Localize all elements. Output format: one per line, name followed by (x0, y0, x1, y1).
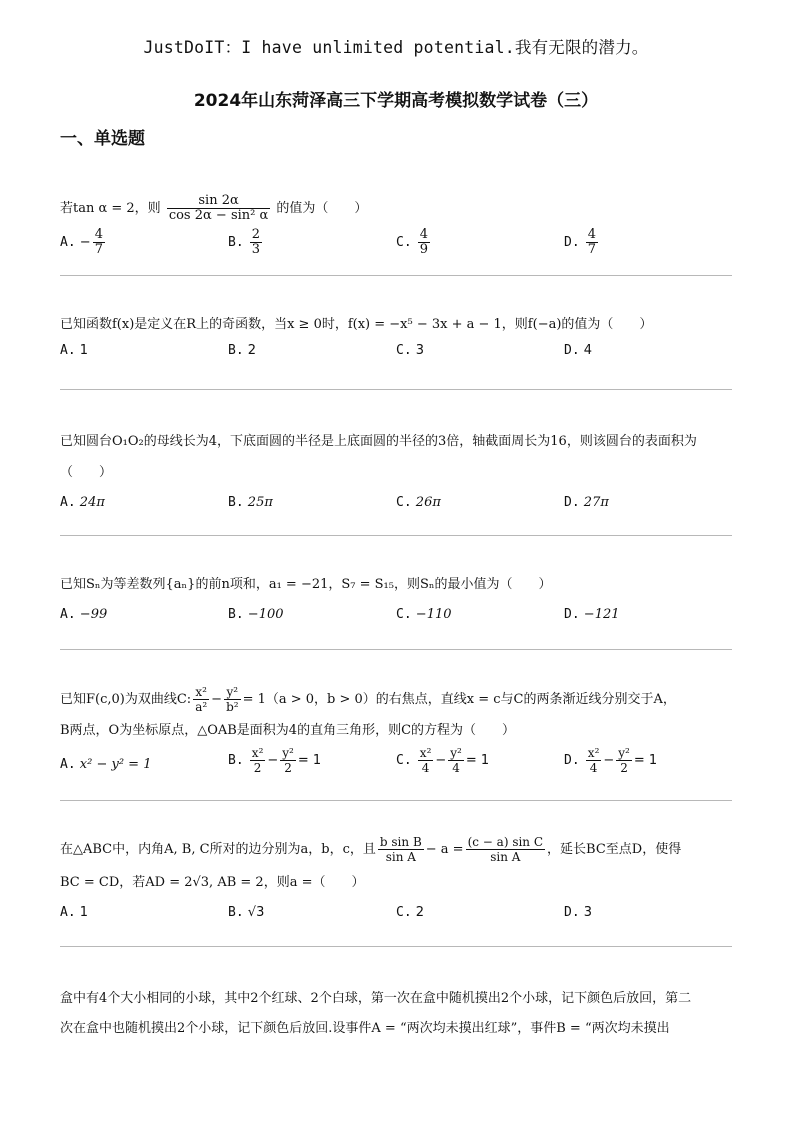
option-text: −100 (247, 607, 284, 622)
option-c[interactable] (396, 338, 424, 364)
option-d[interactable] (564, 490, 609, 516)
stem-text: − (211, 692, 223, 707)
stem-text: 已知F(c,0)为双曲线C: (60, 692, 192, 707)
option-label: B. (228, 343, 244, 358)
fraction-denominator: 7 (94, 242, 103, 257)
fraction-denominator: sin A (385, 850, 416, 864)
option-label: A. (60, 495, 76, 510)
option-b[interactable] (228, 900, 264, 926)
option-label: A. (60, 607, 76, 622)
question-4 (60, 572, 736, 630)
fraction-denominator: cos 2α − sin² α (168, 208, 269, 223)
question-6-stem (60, 832, 736, 868)
option-fraction (616, 746, 632, 775)
option-a[interactable] (60, 228, 107, 257)
option-label: C. (396, 343, 412, 358)
option-text: 4 (583, 343, 593, 358)
fraction-numerator: x² (193, 685, 209, 700)
option-label: A. (60, 757, 76, 772)
question-7 (60, 984, 736, 1044)
fraction-numerator: y² (450, 746, 462, 760)
stem-text: 的值为（ ） (276, 201, 368, 216)
fraction-numerator: x² (419, 746, 432, 760)
fraction-numerator: 4 (94, 227, 103, 242)
fraction-numerator: x² (587, 746, 600, 760)
stem-text: ，延长BC至点D，使得 (547, 842, 682, 857)
page-title: 2024年山东菏泽高三下学期高考模拟数学试卷（三） (193, 91, 599, 111)
question-3 (60, 426, 736, 518)
fraction-numerator: 2 (251, 227, 261, 242)
fraction-numerator: b sin B (379, 835, 422, 849)
option-text: 3 (415, 343, 425, 358)
option-fraction (586, 746, 602, 775)
option-label: A. (60, 905, 76, 920)
option-b[interactable] (228, 602, 284, 628)
question-6-stem-line2: BC = CD，若AD = 2√3, AB = 2，则a =（ ） (60, 875, 365, 890)
question-7-stem-line2: 次在盒中也随机摸出2个小球，记下颜色后放回.设事件A = “两次均未摸出红球”，事件B = “两次均未摸出 (60, 1021, 670, 1036)
option-text: 24π (79, 495, 105, 510)
option-label: D. (564, 905, 580, 920)
fraction-denominator: 4 (452, 761, 460, 775)
question-5 (60, 682, 736, 780)
option-b[interactable] (228, 338, 256, 364)
page-header: JustDoIT：I have unlimited potential.我有无限的潜力。 (143, 38, 649, 57)
option-text: x² − y² = 1 (79, 757, 152, 772)
question-1 (60, 190, 736, 258)
divider (60, 946, 732, 947)
option-c[interactable] (396, 228, 432, 257)
option-text: √3 (247, 905, 265, 920)
divider (60, 649, 732, 650)
question-4-stem: 已知Sₙ为等差数列{aₙ}的前n项和，a₁ = −21，S₇ = S₁₅，则Sₙ的最小值为（ ） (60, 577, 552, 592)
divider (60, 535, 732, 536)
option-label: B. (228, 753, 244, 768)
option-label: D. (564, 607, 580, 622)
section-heading: 一、单选题 (60, 129, 145, 149)
option-label: C. (396, 235, 412, 250)
fraction-denominator: 4 (589, 761, 598, 775)
option-text: 27π (583, 495, 609, 510)
option-b[interactable]: B. $\frac{\text{x²}}{2}$ − $\frac{\text{y²}}{2}$ = 1 (228, 746, 322, 775)
option-text: 3 (583, 905, 593, 920)
option-d[interactable]: D. $\frac{\text{x²}}{4}$ − $\frac{\text{y²}}{2}$ = 1 (564, 746, 658, 775)
option-fraction (448, 746, 464, 775)
fraction-numerator: 4 (419, 227, 429, 242)
option-label: D. (564, 235, 580, 250)
option-fraction (280, 746, 296, 775)
option-a[interactable] (60, 602, 107, 628)
option-a[interactable] (60, 900, 88, 926)
option-fraction (250, 746, 266, 775)
option-a[interactable] (60, 338, 88, 364)
question-6 (60, 832, 736, 928)
fraction-numerator: y² (224, 685, 241, 700)
fraction-denominator: sin A (490, 850, 521, 864)
option-text: 1 (79, 343, 89, 358)
stem-text: 在△ABC中，内角A, B, C所对的边分别为a，b，c，且 (60, 842, 376, 857)
option-a[interactable] (60, 752, 151, 778)
option-c[interactable] (396, 900, 424, 926)
question-5-stem-line2: B两点，O为坐标原点，△OAB是面积为4的直角三角形，则C的方程为（ ） (60, 723, 516, 738)
option-text: −121 (583, 607, 620, 622)
stem-text: − a = (425, 842, 464, 857)
option-text: 2 (247, 343, 257, 358)
divider (60, 389, 732, 390)
option-text: 26π (415, 495, 441, 510)
fraction-denominator: b² (226, 700, 239, 714)
option-c[interactable] (396, 490, 441, 516)
fraction (224, 685, 241, 714)
question-7-stem-line1: 盒中有4个大小相同的小球，其中2个红球、2个白球，第一次在盒中随机摸出2个小球，记下颜色后放回，第二 (60, 991, 692, 1006)
option-c[interactable] (396, 602, 452, 628)
option-label: B. (228, 235, 244, 250)
fraction (466, 835, 545, 864)
divider (60, 800, 732, 801)
option-text: 2 (415, 905, 425, 920)
fraction-numerator: (c − a) sin C (467, 835, 544, 849)
fraction-denominator: 9 (419, 242, 429, 257)
option-fraction (250, 228, 262, 257)
option-label: C. (396, 495, 412, 510)
fraction-numerator: y² (618, 746, 630, 760)
option-label: D. (564, 343, 580, 358)
fraction-denominator: 2 (620, 761, 628, 775)
option-fraction (586, 228, 598, 257)
option-label: B. (228, 607, 244, 622)
fraction-numerator: 4 (587, 227, 597, 242)
fraction-denominator: a² (195, 700, 208, 714)
option-text: 25π (247, 495, 273, 510)
option-text: −99 (79, 607, 108, 622)
option-label: D. (564, 495, 580, 510)
divider (60, 275, 732, 276)
option-d[interactable] (564, 900, 592, 926)
option-text: 1 (79, 905, 89, 920)
option-label: A. (60, 235, 76, 250)
option-label: B. (228, 905, 244, 920)
fraction (378, 835, 424, 864)
question-1-stem (60, 190, 736, 228)
option-fraction (418, 228, 430, 257)
option-label: C. (396, 753, 412, 768)
question-2 (60, 312, 736, 366)
fraction-denominator: 3 (251, 242, 261, 257)
option-d[interactable] (564, 602, 620, 628)
option-label: D. (564, 753, 580, 768)
option-b[interactable] (228, 228, 264, 257)
option-c[interactable]: C. $\frac{\text{x²}}{4}$ − $\frac{\text{y²}}{4}$ = 1 (396, 746, 490, 775)
fraction (167, 194, 270, 223)
fraction-numerator: y² (282, 746, 294, 760)
fraction (193, 685, 209, 714)
question-3-stem: 已知圆台O₁O₂的母线长为4，下底面圆的半径是上底面圆的半径的3倍，轴截面周长为16，则该圆台的表面积为（ ） (60, 434, 697, 480)
option-fraction (418, 746, 434, 775)
option-label: C. (396, 607, 412, 622)
fraction-denominator: 2 (253, 761, 262, 775)
question-5-stem (60, 682, 736, 718)
option-text: −110 (415, 607, 452, 622)
option-b[interactable] (228, 490, 273, 516)
option-label: C. (396, 905, 412, 920)
option-d[interactable] (564, 338, 592, 364)
fraction-numerator: x² (251, 746, 264, 760)
option-sign: − (79, 235, 91, 250)
option-d[interactable] (564, 228, 600, 257)
option-fraction (93, 228, 105, 257)
fraction-numerator: sin 2α (167, 194, 270, 209)
option-label: B. (228, 495, 244, 510)
option-a[interactable] (60, 490, 105, 516)
fraction-denominator: 7 (587, 242, 597, 257)
fraction-denominator: 4 (421, 761, 430, 775)
stem-text: = 1（a > 0，b > 0）的右焦点，直线x = c与C的两条渐近线分别交于A， (242, 692, 676, 707)
option-label: A. (60, 343, 76, 358)
fraction-denominator: 2 (284, 761, 292, 775)
question-2-stem: 已知函数f(x)是定义在R上的奇函数，当x ≥ 0时，f(x) = −x⁵ − 3x + a − 1，则f(−a)的值为（ ） (60, 317, 653, 332)
stem-text: 若tan α = 2，则 (60, 201, 161, 216)
